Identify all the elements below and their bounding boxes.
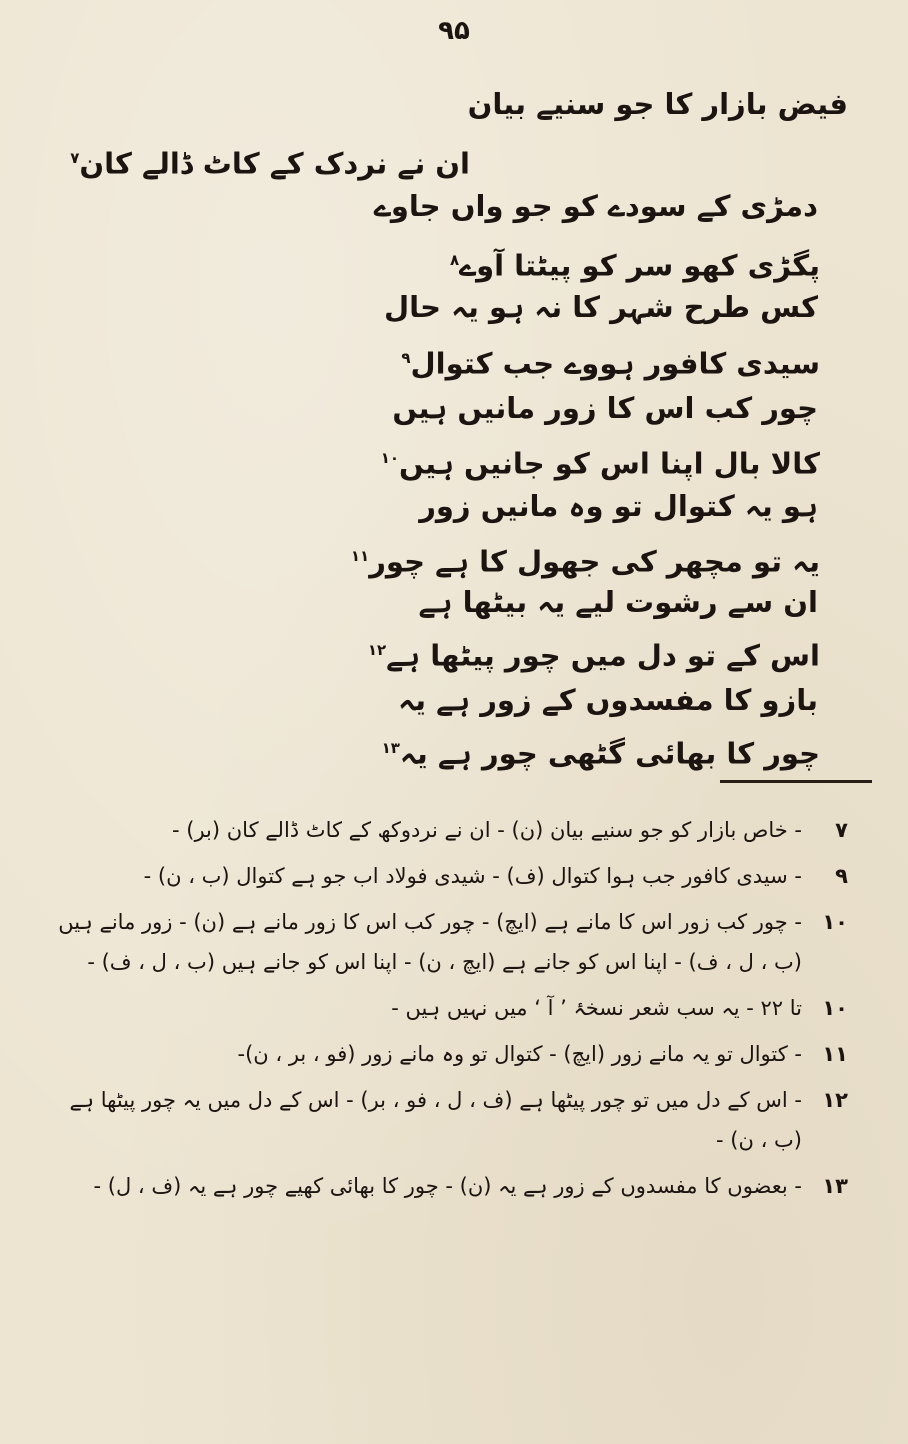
verse-line-12	[366, 630, 820, 672]
verse-text: کالا بال اپنا اس کو جانیں ہیں	[399, 446, 820, 481]
footnote-marker: ۱۲	[367, 641, 387, 659]
verse-line-1	[468, 84, 848, 126]
footnote-number: ۷	[835, 818, 848, 842]
footnote-13	[56, 1166, 848, 1206]
footnote-text: - خاص بازار کو جو سنیے بیان (ن) - ان نے نردوکھ کے کاٹ ڈالے کان (بر) -	[172, 818, 802, 842]
footnote-11	[56, 1034, 848, 1074]
footnote-10	[56, 902, 848, 982]
verse-text: کس طرح شہر کا نہ ہو یہ حال	[384, 290, 818, 324]
footnote-number: ۱۲	[822, 1088, 848, 1112]
verse-line-4	[448, 240, 820, 282]
verse-text: فیض بازار کا جو سنیے بیان	[467, 87, 848, 121]
verse-line-8	[379, 438, 820, 480]
footnote-marker: ۱۳	[381, 739, 400, 757]
verse-text: ہو یہ کتوال تو وہ مانیں زور	[419, 489, 818, 523]
verse-line-3	[374, 186, 818, 228]
verse-text: یہ تو مچھر کی جھول کا ہے چور	[369, 544, 820, 579]
verse-text: چور کب اس کا زور مانیں ہیں	[392, 391, 818, 425]
verse-text: پگڑی کھو سر کو پیٹتا آوے	[459, 248, 820, 283]
verse-line-10	[349, 536, 820, 578]
footnote-text: - اس کے دل میں تو چور پیٹھا ہے (ف ، ل ، فو ، بر) - اس کے دل میں یہ چور پیٹھا ہے (ب ، ن) -	[69, 1088, 802, 1152]
verse-text: اس کے تو دل میں چور پیٹھا ہے	[386, 638, 820, 673]
verse-line-2	[68, 138, 470, 180]
footnote-text: - بعضوں کا مفسدوں کے زور ہے یہ (ن) - چور کا بھائی کھیے چور ہے یہ (ف ، ل) -	[93, 1174, 802, 1198]
footnote-text: - سیدی کافور جب ہوا کتوال (ف) - شیدی فولاد اب جو ہے کتوال (ب ، ن) -	[143, 864, 802, 888]
footnote-text: تا ۲۲ - یہ سب شعر نسخۂ ’ آ ‘ میں نہیں ہیں -	[391, 996, 802, 1020]
verse-line-7	[392, 388, 818, 430]
footnote-number: ۱۳	[822, 1174, 848, 1198]
footnote-10-22	[56, 988, 848, 1028]
verse-text: دمڑی کے سودے کو جو واں جاوے	[373, 189, 818, 223]
footnotes	[56, 810, 848, 1212]
footnote-text: - کتوال تو یہ مانے زور (ایچ) - کتوال تو وہ مانے زور (فو ، بر ، ن)-	[237, 1042, 802, 1066]
page-number: ۹۵	[438, 16, 470, 46]
footnote-marker: ۸	[449, 251, 460, 269]
verse-text: ان نے نردک کے کاٹ ڈالے کان	[79, 146, 470, 181]
footnote-marker: ۱۱	[350, 547, 370, 565]
verse-line-14	[380, 728, 820, 770]
footnote-marker: ۹	[401, 349, 411, 367]
footnote-number: ۹	[835, 864, 848, 888]
footnote-divider	[720, 780, 872, 783]
verse-line-5	[384, 287, 818, 329]
verse-text: سیدی کافور ہووے جب کتوال	[410, 346, 820, 381]
verse-line-11	[418, 582, 818, 624]
verse-line-13	[398, 680, 818, 722]
footnote-marker: ۱۰	[380, 449, 400, 467]
footnote-text: - چور کب زور اس کا مانے ہے (ایچ) - چور کب اس کا زور مانے ہے (ن) - زور مانے ہیں (ب ، ل ، ف) - اپنا اس کو جانے ہے (ایچ ، ن) - اپنا اس کو جانے ہیں (ب ، ل ، ف) -	[58, 910, 802, 974]
footnote-number: ۱۱	[822, 1042, 848, 1066]
footnote-9	[56, 856, 848, 896]
verse-text: ان سے رشوت لیے یہ بیٹھا ہے	[418, 585, 818, 619]
footnote-number: ۱۰	[822, 996, 848, 1020]
verse-text: چور کا بھائی گٹھی چور ہے یہ	[399, 736, 820, 771]
footnote-number: ۱۰	[822, 910, 848, 934]
footnote-marker: ۷	[70, 149, 80, 167]
footnote-7	[56, 810, 848, 850]
footnote-12	[56, 1080, 848, 1160]
verse-line-9	[419, 486, 818, 528]
verse-line-6	[399, 338, 820, 380]
verse-text: بازو کا مفسدوں کے زور ہے یہ	[398, 683, 818, 717]
